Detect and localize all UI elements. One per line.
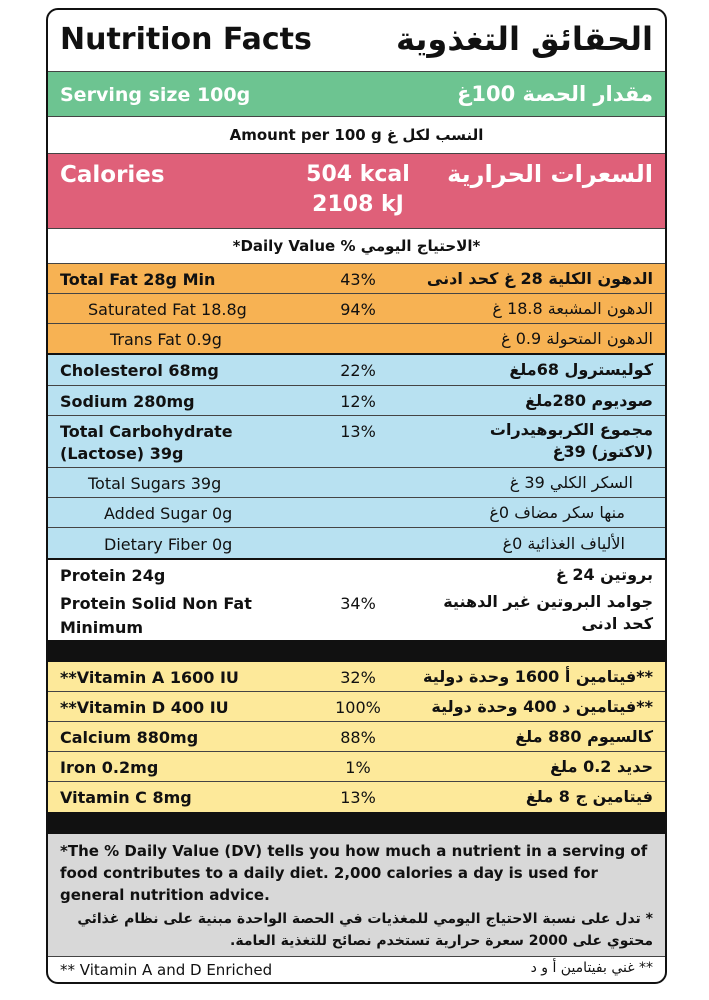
added-sugar-en: Added Sugar 0g bbox=[104, 504, 233, 523]
fat-trans-ar: الدهون المتحولة 0.9 غ bbox=[501, 329, 653, 348]
sodium-pct: 12% bbox=[340, 392, 376, 411]
carb-pct: 13% bbox=[340, 422, 376, 441]
sodium-ar: صوديوم 280ملغ bbox=[525, 391, 653, 410]
iron-ar: حديد 0.2 ملغ bbox=[550, 757, 653, 776]
vitamin-c-ar: فيتامين ج 8 ملغ bbox=[525, 787, 653, 806]
protein-solid-ar-2: كحد ادنى bbox=[581, 614, 653, 633]
black-divider-2 bbox=[48, 812, 665, 834]
vitamin-d-ar: **فيتامين د 400 وحدة دولية bbox=[431, 697, 653, 716]
title-ar: الحقائق التغذوية bbox=[396, 20, 653, 58]
cholesterol-ar: كوليسترول 68ملغ bbox=[509, 360, 653, 379]
vitamin-c-pct: 13% bbox=[340, 788, 376, 807]
fiber-en: Dietary Fiber 0g bbox=[104, 535, 233, 554]
serving-en: Serving size 100g bbox=[60, 84, 251, 106]
protein-solid-en-2: Minimum bbox=[60, 618, 144, 637]
nutrition-label bbox=[46, 8, 667, 984]
sugars-ar: السكر الكلي 39 غ bbox=[509, 473, 633, 492]
sodium-row bbox=[48, 386, 665, 416]
calcium-en: Calcium 880mg bbox=[60, 728, 199, 747]
footnote-ar: * تدل على نسبة الاحتياج اليومي للمغذيات في الحصة الواحدة مبنية على نظام غذائي محتوي على 2000 سعرة حرارية تستخدم نصائح للتغذية العامة. bbox=[77, 911, 653, 949]
fat-trans-en: Trans Fat 0.9g bbox=[110, 330, 222, 349]
fat-row-saturated bbox=[48, 294, 665, 324]
calories-kj: 2108 kJ bbox=[312, 192, 404, 217]
fat-total-ar: الدهون الكلية 28 غ كحد ادنى bbox=[426, 269, 653, 288]
fat-total-en: Total Fat 28g Min bbox=[60, 270, 216, 289]
calcium-pct: 88% bbox=[340, 728, 376, 747]
protein-ar: بروتين 24 غ bbox=[555, 565, 653, 584]
enriched-ar: ** غني بفيتامين أ و د bbox=[530, 960, 653, 976]
protein-solid-en-1: Protein Solid Non Fat bbox=[60, 594, 252, 613]
fat-total-pct: 43% bbox=[340, 270, 376, 289]
vitamin-c-row bbox=[48, 782, 665, 812]
calories-kcal: 504 kcal bbox=[306, 162, 410, 187]
serving-ar: مقدار الحصة 100غ bbox=[456, 82, 653, 106]
protein-solid-pct: 34% bbox=[340, 594, 376, 613]
fiber-ar: الألياف الغذائية 0غ bbox=[502, 534, 625, 553]
sodium-en: Sodium 280mg bbox=[60, 392, 195, 411]
vitamin-d-pct: 100% bbox=[335, 698, 381, 717]
protein-en: Protein 24g bbox=[60, 566, 166, 585]
dv-header-row bbox=[48, 229, 665, 264]
vitamin-a-ar: **فيتامين أ 1600 وحدة دولية bbox=[423, 667, 653, 686]
carb-en-2: (Lactose) 39g bbox=[60, 444, 184, 463]
amount-row bbox=[48, 117, 665, 154]
calcium-row bbox=[48, 722, 665, 752]
calories-row bbox=[48, 154, 665, 229]
carbohydrate-row bbox=[48, 416, 665, 468]
vitamin-c-en: Vitamin C 8mg bbox=[60, 788, 192, 807]
dv-header: *Daily Value % الاحتياج اليومي* bbox=[232, 237, 481, 255]
carb-ar-1: مجموع الكربوهيدرات bbox=[489, 420, 653, 439]
sugars-en: Total Sugars 39g bbox=[88, 474, 222, 493]
serving-row bbox=[48, 72, 665, 117]
fiber-row bbox=[48, 528, 665, 560]
sugars-row bbox=[48, 468, 665, 498]
fat-row-trans bbox=[48, 324, 665, 355]
fat-sat-ar: الدهون المشبعة 18.8 غ bbox=[492, 299, 653, 318]
iron-pct: 1% bbox=[345, 758, 371, 777]
enriched-row bbox=[48, 956, 665, 982]
protein-solid-ar-1: جوامد البروتين غير الدهنية bbox=[443, 592, 653, 611]
carb-ar-2: (لاكتوز) 39غ bbox=[552, 442, 653, 461]
vitamin-a-en: **Vitamin A 1600 IU bbox=[60, 668, 239, 687]
footnote-en: *The % Daily Value (DV) tells you how much a nutrient in a serving of food contributes to a daily diet. 2,000 calories a day is used for general nutrition advice. bbox=[60, 842, 648, 904]
vitamin-a-pct: 32% bbox=[340, 668, 376, 687]
vitamin-a-row bbox=[48, 662, 665, 692]
added-sugar-row bbox=[48, 498, 665, 528]
calories-en: Calories bbox=[60, 162, 165, 188]
cholesterol-row bbox=[48, 355, 665, 386]
enriched-en: ** Vitamin A and D Enriched bbox=[60, 961, 273, 979]
title-en: Nutrition Facts bbox=[60, 22, 312, 57]
fat-sat-pct: 94% bbox=[340, 300, 376, 319]
carb-en-1: Total Carbohydrate bbox=[60, 422, 233, 441]
vitamin-d-row bbox=[48, 692, 665, 722]
vitamin-d-en: **Vitamin D 400 IU bbox=[60, 698, 229, 717]
black-divider bbox=[48, 640, 665, 662]
iron-row bbox=[48, 752, 665, 782]
fat-sat-en: Saturated Fat 18.8g bbox=[88, 300, 247, 319]
footnote-box bbox=[48, 834, 665, 956]
protein-solid-row bbox=[48, 590, 665, 640]
amount-per: Amount per 100 g النسب لكل غ bbox=[229, 126, 484, 144]
added-sugar-ar: منها سكر مضاف 0غ bbox=[489, 503, 625, 522]
title-row bbox=[48, 10, 665, 72]
protein-row bbox=[48, 560, 665, 590]
iron-en: Iron 0.2mg bbox=[60, 758, 159, 777]
calcium-ar: كالسيوم 880 ملغ bbox=[515, 727, 653, 746]
calories-ar: السعرات الحرارية bbox=[447, 160, 653, 188]
cholesterol-pct: 22% bbox=[340, 361, 376, 380]
cholesterol-en: Cholesterol 68mg bbox=[60, 361, 219, 380]
fat-row-total bbox=[48, 264, 665, 294]
